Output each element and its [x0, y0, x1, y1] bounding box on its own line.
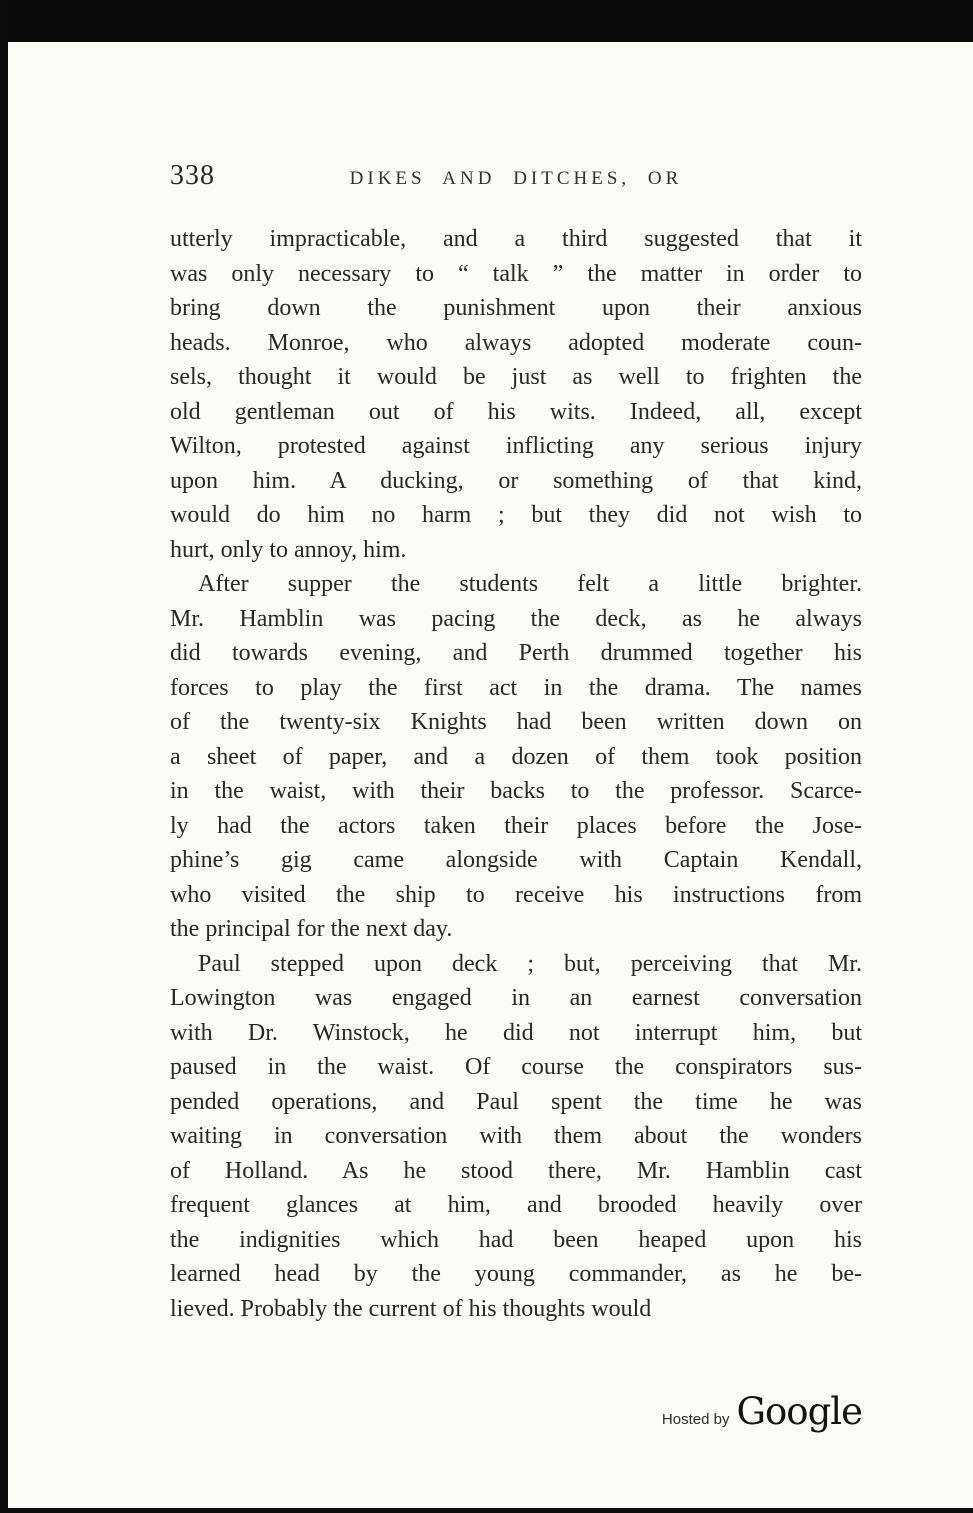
- text-line: with Dr. Winstock, he did not interrupt him, but: [170, 1019, 862, 1046]
- running-title: DIKES AND DITCHES, OR: [349, 168, 683, 189]
- text-line: utterly impracticable, and a third suggested that it: [170, 226, 862, 252]
- text-line: phine’s gig came alongside with Captain Kendall,: [170, 847, 862, 873]
- text-line: Wilton, protested against inflicting any serious injury: [170, 433, 862, 459]
- text-line: would do him no harm ; but they did not wish to: [170, 502, 862, 528]
- scan-border-left: [0, 0, 8, 1513]
- text-line: paused in the waist. Of course the conspirators sus-: [170, 1054, 862, 1080]
- text-line: forces to play the first act in the drama. The names: [170, 674, 862, 701]
- scan-border-top: [0, 0, 973, 42]
- text-line: in the waist, with their backs to the professor. Scarce-: [170, 778, 862, 804]
- text-line: upon him. A ducking, or something of that kind,: [170, 467, 862, 494]
- footer: [662, 1390, 862, 1433]
- text-line: a sheet of paper, and a dozen of them took position: [170, 743, 862, 770]
- text-line: ly had the actors taken their places before the Jose-: [170, 812, 862, 839]
- text-line: pended operations, and Paul spent the time he was: [170, 1088, 862, 1115]
- text-line: sels, thought it would be just as well to frighten the: [170, 364, 862, 390]
- text-line: heads. Monroe, who always adopted moderate coun-: [170, 329, 862, 356]
- text-line: did towards evening, and Perth drummed together his: [170, 640, 862, 666]
- text-line: lieved. Probably the current of his thoughts would: [170, 1295, 652, 1322]
- scan-border-bottom: [0, 1508, 973, 1513]
- text-line: bring down the punishment upon their anxious: [170, 295, 862, 321]
- google-logo: Google: [736, 1390, 862, 1433]
- text-line: frequent glances at him, and brooded heavily over: [170, 1192, 862, 1218]
- body-text: [170, 222, 862, 1326]
- text-line: of Holland. As he stood there, Mr. Hamblin cast: [170, 1157, 862, 1184]
- hosted-by-label: Hosted by: [661, 1411, 730, 1428]
- text-line: the indignities which had been heaped upon his: [170, 1226, 862, 1253]
- text-line: old gentleman out of his wits. Indeed, all, except: [170, 398, 862, 425]
- page-number: 338: [170, 160, 215, 191]
- text-line: hurt, only to annoy, him.: [170, 536, 407, 563]
- text-line: Mr. Hamblin was pacing the deck, as he always: [170, 605, 862, 632]
- text-line: of the twenty-six Knights had been written down on: [170, 709, 862, 735]
- text-line: Paul stepped upon deck ; but, perceiving that Mr.: [198, 950, 862, 977]
- text-line: After supper the students felt a little brighter.: [198, 571, 862, 597]
- text-line: was only necessary to “ talk ” the matter in order to: [170, 260, 862, 287]
- text-line: who visited the ship to receive his instructions from: [170, 881, 862, 908]
- text-line: the principal for the next day.: [170, 916, 453, 942]
- text-line: waiting in conversation with them about the wonders: [170, 1123, 862, 1149]
- text-line: learned head by the young commander, as he be-: [170, 1261, 862, 1287]
- text-line: Lowington was engaged in an earnest conversation: [170, 985, 862, 1011]
